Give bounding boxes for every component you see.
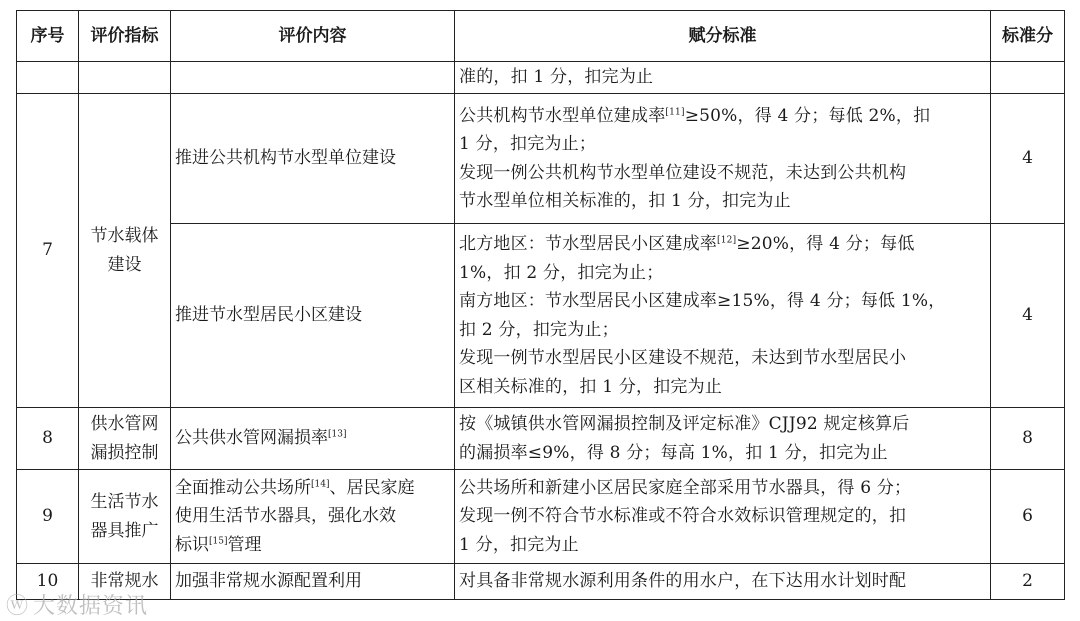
header-indicator: 评价指标 (79, 11, 171, 62)
cell-score (991, 62, 1065, 94)
cell-indicator: 非常规水 (79, 564, 171, 600)
cell-content: 公共供水管网漏损率[13] (171, 408, 455, 470)
criteria-line: 按《城镇供水管网漏损控制及评定标准》CJJ92 规定核算后 (459, 414, 910, 434)
cell-indicator: 供水管网 漏损控制 (79, 408, 171, 470)
cell-score: 2 (991, 564, 1065, 600)
cell-indicator: 节水载体 建设 (79, 94, 171, 408)
cell-criteria (455, 408, 991, 470)
header-score: 标准分 (991, 11, 1065, 62)
cell-score: 6 (991, 470, 1065, 564)
evaluation-table (16, 10, 1065, 600)
cell-criteria (455, 62, 991, 94)
criteria-line: 区相关标准的，扣 1 分，扣完为止 (459, 376, 723, 397)
weibo-icon: ⓦ (6, 594, 30, 619)
criteria-line: 公共场所和新建小区居民家庭全部采用节水器具，得 6 分； (459, 477, 912, 498)
cell-content: 加强非常规水源配置利用 (171, 564, 455, 600)
table-row-7a (17, 94, 1065, 224)
criteria-line: 南方地区：节水型居民小区建成率≥15%，得 4 分；每低 1%， (459, 291, 946, 311)
criteria-line: 公共机构节水型单位建成率[11]≥50%，得 4 分；每低 2%，扣 (459, 105, 931, 126)
cell-indicator: 生活节水 器具推广 (79, 470, 171, 564)
criteria-line: 对具备非常规水源利用条件的用水户，在下达用水计划时配 (459, 571, 907, 592)
criteria-line: 的漏损率≤9%，得 8 分；每高 1%，扣 1 分，扣完为止 (459, 442, 888, 463)
table-row-9 (17, 470, 1065, 564)
criteria-line: 准的，扣 1 分，扣完为止 (459, 67, 654, 88)
cell-seq (17, 62, 79, 94)
cell-content: 全面推动公共场所[14]、居民家庭 使用生活节水器具，强化水效 标识[15]管理 (171, 470, 455, 564)
cell-content (171, 62, 455, 94)
cell-criteria (455, 94, 991, 224)
header-content: 评价内容 (171, 11, 455, 62)
cell-seq: 7 (17, 94, 79, 408)
cell-content: 推进节水型居民小区建设 (171, 224, 455, 408)
cell-criteria (455, 224, 991, 408)
cell-indicator (79, 62, 171, 94)
cell-criteria (455, 564, 991, 600)
table-header-row (17, 11, 1065, 62)
cell-score: 4 (991, 224, 1065, 408)
table-row-7b (17, 224, 1065, 408)
watermark-text: 大数据资讯 (33, 594, 149, 619)
table-row-8 (17, 408, 1065, 470)
criteria-line: 发现一例公共机构节水型单位建设不规范，未达到公共机构 (459, 162, 907, 183)
cell-seq: 10 (17, 564, 79, 600)
cell-content: 推进公共机构节水型单位建设 (171, 94, 455, 224)
criteria-line: 发现一例不符合节水标准或不符合水效标识管理规定的，扣 (459, 506, 907, 527)
cell-criteria (455, 470, 991, 564)
criteria-line: 1%，扣 2 分，扣完为止； (459, 262, 664, 283)
watermark (6, 589, 148, 620)
table-row-10 (17, 564, 1065, 600)
criteria-line: 节水型单位相关标准的，扣 1 分，扣完为止 (459, 191, 791, 211)
criteria-line: 扣 2 分，扣完为止； (459, 319, 619, 340)
header-seq: 序号 (17, 11, 79, 62)
table-row-continued (17, 62, 1065, 94)
criteria-line: 1 分，扣完为止； (459, 134, 597, 154)
cell-seq: 8 (17, 408, 79, 470)
criteria-line: 发现一例节水型居民小区建设不规范，未达到节水型居民小 (459, 348, 907, 368)
header-criteria: 赋分标准 (455, 11, 991, 62)
cell-score: 4 (991, 94, 1065, 224)
criteria-line: 北方地区：节水型居民小区建成率[12]≥20%，得 4 分；每低 (459, 234, 915, 254)
criteria-line: 1 分，扣完为止 (459, 534, 579, 555)
cell-seq: 9 (17, 470, 79, 564)
cell-score: 8 (991, 408, 1065, 470)
